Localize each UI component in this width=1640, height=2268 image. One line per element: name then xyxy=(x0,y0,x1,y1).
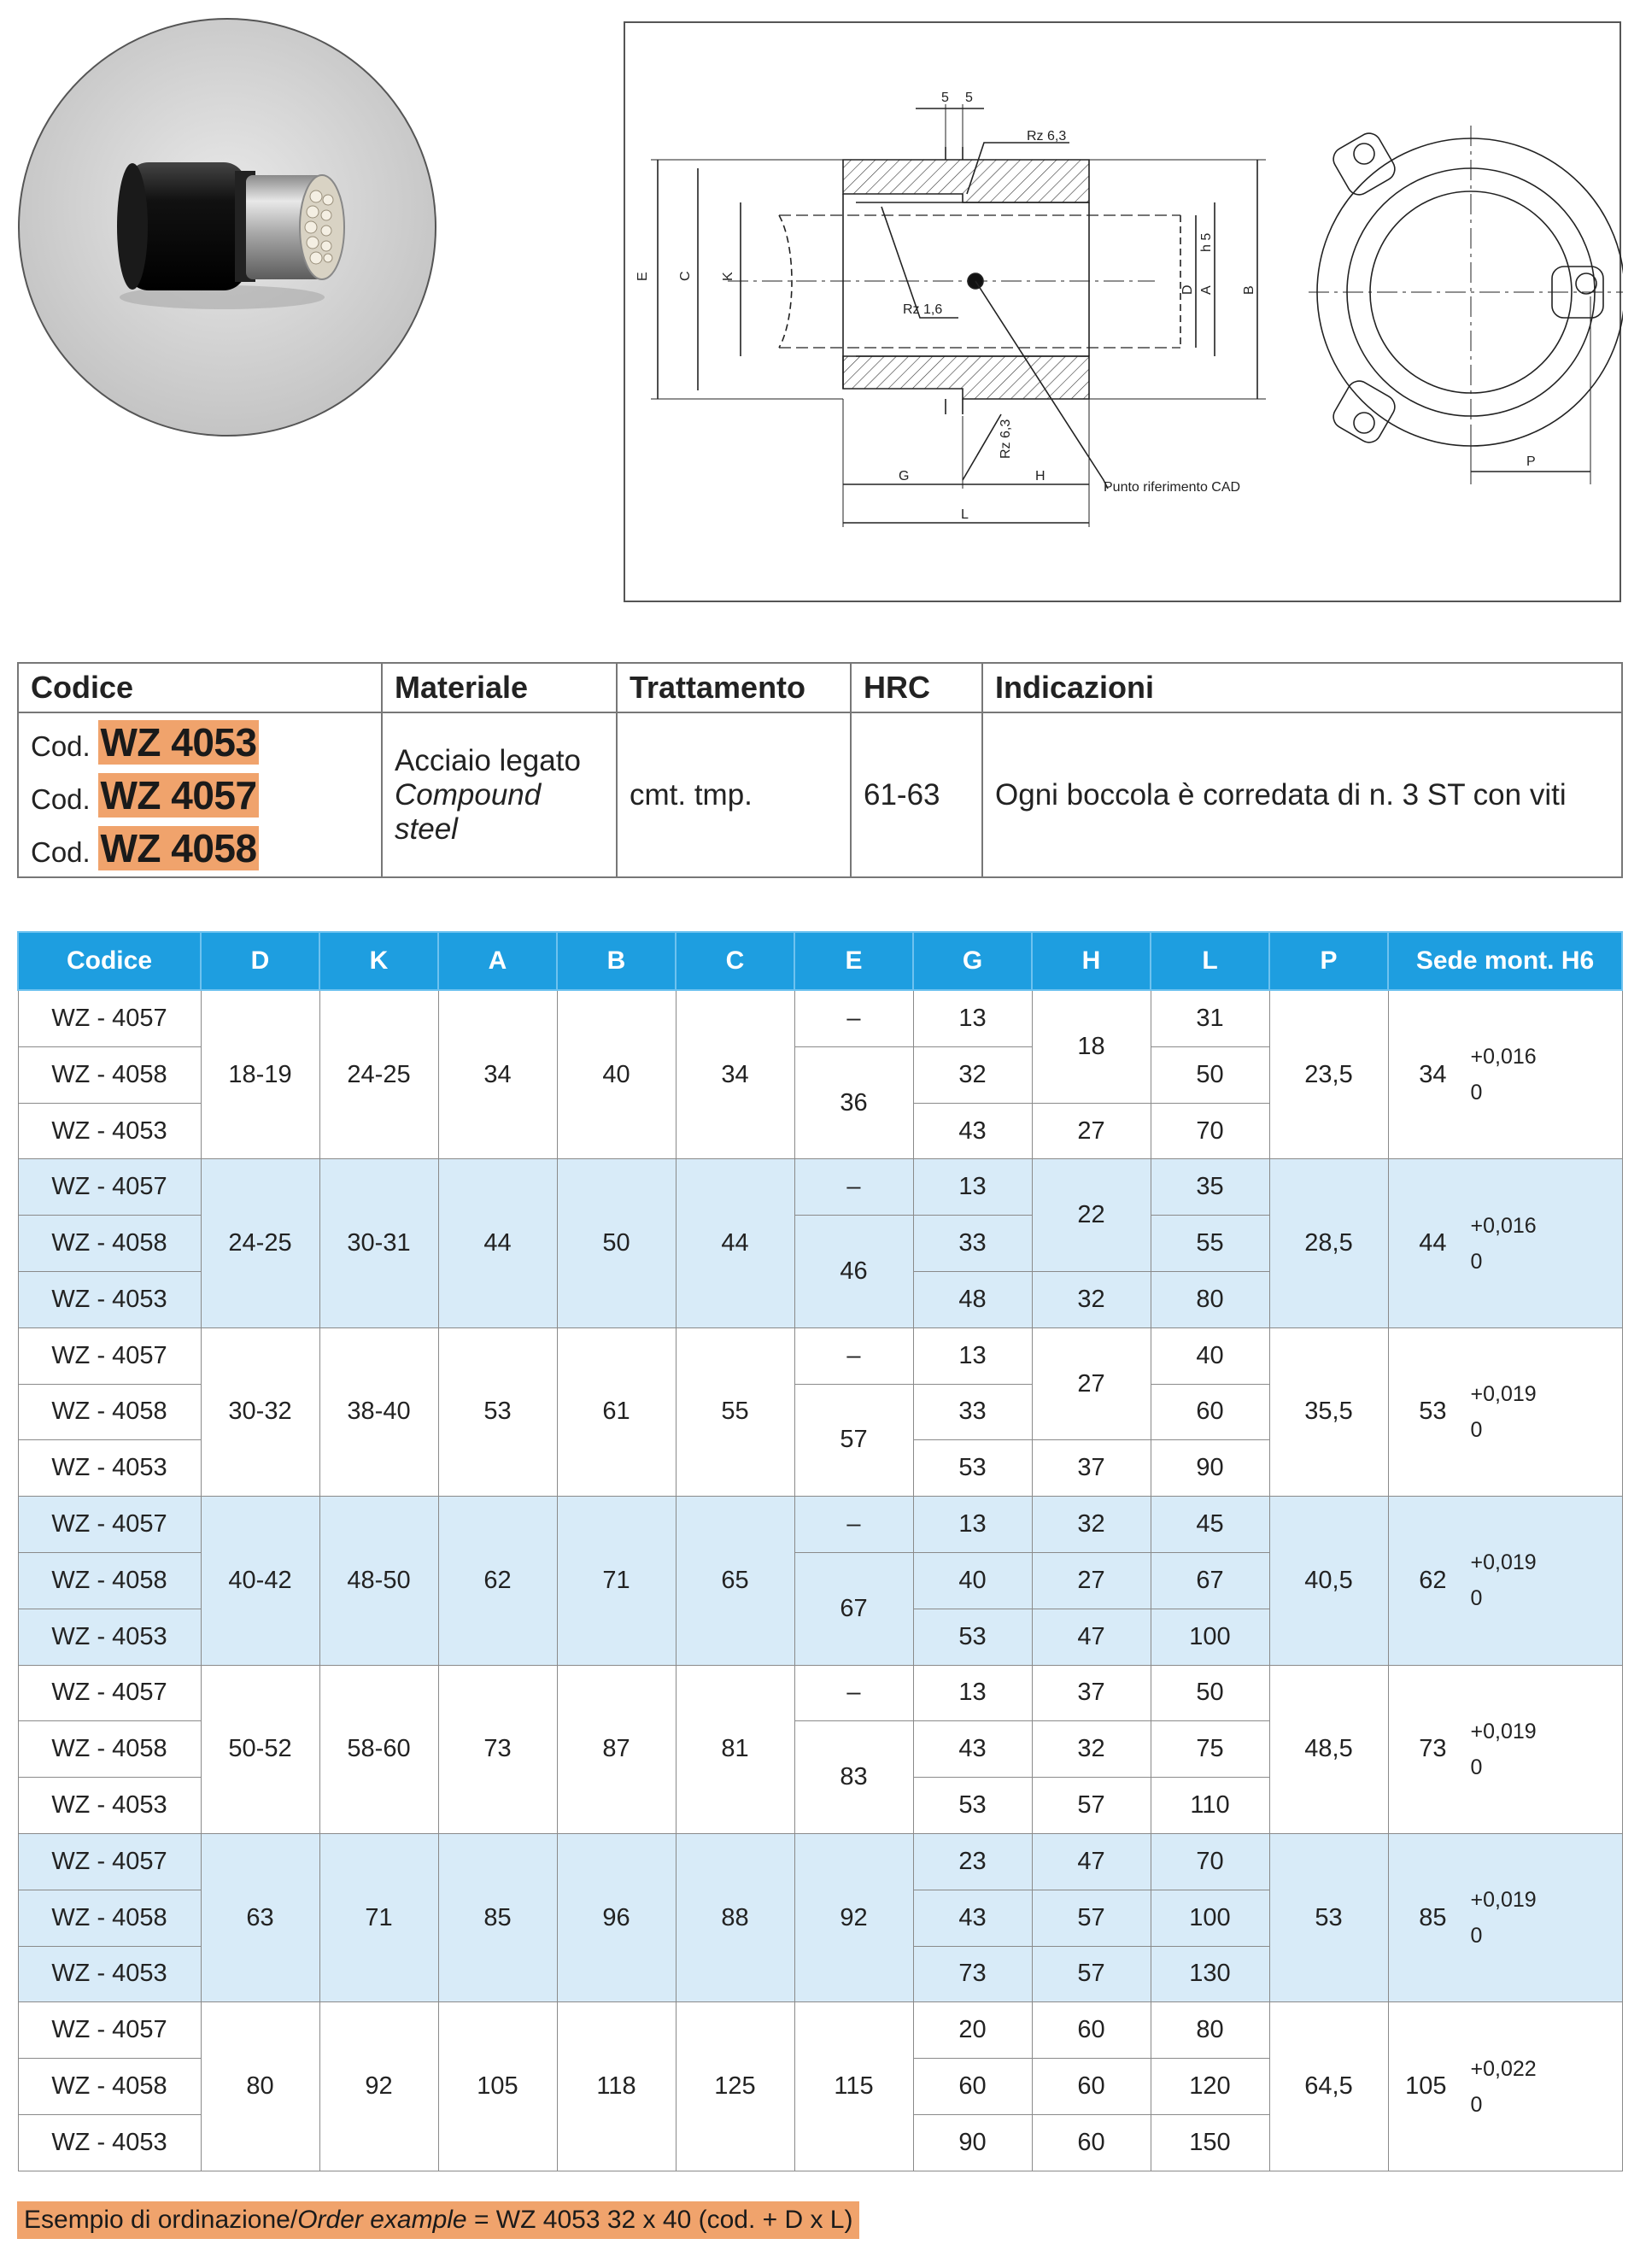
dim-label-b: B xyxy=(1242,285,1256,295)
a-cell: 44 xyxy=(438,1159,557,1327)
d-cell: 30-32 xyxy=(201,1327,319,1496)
seat-tolerance xyxy=(1389,1882,1622,1954)
c-cell: 44 xyxy=(676,1159,794,1327)
table-row xyxy=(18,1665,1622,1721)
g-cell: 40 xyxy=(913,1552,1032,1609)
h-cell: 32 xyxy=(1032,1497,1151,1553)
table-row xyxy=(18,1497,1622,1553)
spec-notes-cell: Ogni boccola è corredata di n. 3 ST con viti xyxy=(982,712,1622,877)
table-row xyxy=(18,1159,1622,1216)
code-cell: WZ - 4053 xyxy=(18,1103,201,1159)
code-cell: WZ - 4053 xyxy=(18,1778,201,1834)
dim-label-h: H xyxy=(1035,469,1046,483)
code-cell: WZ - 4057 xyxy=(18,1497,201,1553)
h-cell: 37 xyxy=(1032,1665,1151,1721)
rz-inner-label: Rz 1,6 xyxy=(903,302,943,317)
e-cell: – xyxy=(794,990,913,1046)
seat-tolerance xyxy=(1389,1544,1622,1616)
e-cell: 83 xyxy=(794,1721,913,1834)
code-prefix: Cod. xyxy=(31,835,91,868)
g-cell: 23 xyxy=(913,1833,1032,1890)
dim-label-l: L xyxy=(961,507,969,522)
l-cell: 90 xyxy=(1151,1440,1269,1497)
seat-tolerance xyxy=(1389,1714,1622,1785)
k-cell: 48-50 xyxy=(319,1497,438,1665)
dim-label-a: A xyxy=(1199,285,1214,295)
spec-header-trattamento: Trattamento xyxy=(617,663,851,712)
l-cell: 35 xyxy=(1151,1159,1269,1216)
tolerance-values xyxy=(1471,2051,1537,2123)
b-cell: 96 xyxy=(557,1833,676,2001)
g-cell: 13 xyxy=(913,1159,1032,1216)
dims-header-b: B xyxy=(557,932,676,990)
spec-header-materiale: Materiale xyxy=(382,663,617,712)
e-cell: 67 xyxy=(794,1552,913,1665)
order-example-italic: Order example xyxy=(297,2206,467,2234)
code-line xyxy=(31,822,369,875)
g-cell: 53 xyxy=(913,1778,1032,1834)
dim-label-5b: 5 xyxy=(965,91,973,105)
h-cell: 27 xyxy=(1032,1103,1151,1159)
table-row xyxy=(18,1327,1622,1384)
d-cell: 50-52 xyxy=(201,1665,319,1833)
dims-header-k: K xyxy=(319,932,438,990)
k-cell: 30-31 xyxy=(319,1159,438,1327)
p-cell: 35,5 xyxy=(1269,1327,1388,1496)
g-cell: 33 xyxy=(913,1384,1032,1440)
dims-header-a: A xyxy=(438,932,557,990)
g-cell: 13 xyxy=(913,1497,1032,1553)
cad-point-label: Punto riferimento CAD xyxy=(1104,480,1241,495)
c-cell: 34 xyxy=(676,990,794,1159)
seat-nominal: 85 xyxy=(1419,1903,1447,1931)
dim-label-e: E xyxy=(636,272,650,281)
b-cell: 87 xyxy=(557,1665,676,1833)
seat-tolerance-cell xyxy=(1388,1833,1622,2001)
g-cell: 48 xyxy=(913,1272,1032,1328)
code-cell: WZ - 4053 xyxy=(18,1440,201,1497)
a-cell: 53 xyxy=(438,1327,557,1496)
l-cell: 67 xyxy=(1151,1552,1269,1609)
g-cell: 43 xyxy=(913,1721,1032,1778)
code-cell: WZ - 4058 xyxy=(18,1046,201,1103)
tolerance-values xyxy=(1471,1882,1537,1954)
dim-label-d: D xyxy=(1180,284,1195,295)
seat-tolerance-cell xyxy=(1388,1327,1622,1496)
table-row xyxy=(18,2002,1622,2059)
g-cell: 73 xyxy=(913,1946,1032,2002)
seat-nominal: 105 xyxy=(1405,2072,1447,2101)
code-highlight: WZ 4057 xyxy=(100,772,257,818)
dim-label-g: G xyxy=(899,469,910,483)
code-cell: WZ - 4058 xyxy=(18,1552,201,1609)
seat-nominal: 53 xyxy=(1419,1398,1447,1426)
dims-header-seat: Sede mont. H6 xyxy=(1388,932,1622,990)
k-cell: 58-60 xyxy=(319,1665,438,1833)
l-cell: 100 xyxy=(1151,1609,1269,1665)
h-cell: 60 xyxy=(1032,2002,1151,2059)
seat-tolerance xyxy=(1389,1039,1622,1111)
dims-header-c: C xyxy=(676,932,794,990)
technical-drawing xyxy=(624,21,1621,602)
dims-header-g: G xyxy=(913,932,1032,990)
h-cell: 32 xyxy=(1032,1272,1151,1328)
c-cell: 65 xyxy=(676,1497,794,1665)
spec-treatment-cell: cmt. tmp. xyxy=(617,712,851,877)
a-cell: 73 xyxy=(438,1665,557,1833)
h-cell: 60 xyxy=(1032,2114,1151,2171)
code-cell: WZ - 4053 xyxy=(18,2114,201,2171)
e-cell: – xyxy=(794,1497,913,1553)
g-cell: 13 xyxy=(913,1327,1032,1384)
h-cell: 60 xyxy=(1032,2059,1151,2115)
e-cell: – xyxy=(794,1159,913,1216)
tolerance-values xyxy=(1471,1208,1537,1280)
spec-header-codice: Codice xyxy=(18,663,382,712)
e-cell: 115 xyxy=(794,2002,913,2171)
rz-top-label: Rz 6,3 xyxy=(1027,129,1067,144)
b-cell: 71 xyxy=(557,1497,676,1665)
l-cell: 80 xyxy=(1151,2002,1269,2059)
code-prefix: Cod. xyxy=(31,782,91,815)
e-cell: – xyxy=(794,1327,913,1384)
tolerance-lower: 0 xyxy=(1470,2092,1483,2117)
code-cell: WZ - 4053 xyxy=(18,1609,201,1665)
code-line xyxy=(31,769,369,822)
g-cell: 43 xyxy=(913,1890,1032,1946)
k-cell: 71 xyxy=(319,1833,438,2001)
g-cell: 90 xyxy=(913,2114,1032,2171)
seat-nominal: 73 xyxy=(1419,1735,1447,1763)
g-cell: 53 xyxy=(913,1609,1032,1665)
table-row xyxy=(18,1833,1622,1890)
a-cell: 105 xyxy=(438,2002,557,2171)
e-cell: – xyxy=(794,1665,913,1721)
dims-body xyxy=(18,990,1622,2171)
k-cell: 92 xyxy=(319,2002,438,2171)
spec-header-hrc: HRC xyxy=(851,663,982,712)
h-cell: 47 xyxy=(1032,1833,1151,1890)
tolerance-upper: +0,016 xyxy=(1470,1213,1537,1238)
tolerance-lower: 0 xyxy=(1470,1417,1483,1442)
h-cell: 18 xyxy=(1032,990,1151,1103)
seat-tolerance-cell xyxy=(1388,1665,1622,1833)
code-prefix: Cod. xyxy=(31,730,91,762)
seat-tolerance-cell xyxy=(1388,2002,1622,2171)
tolerance-lower: 0 xyxy=(1470,1924,1483,1949)
code-highlight: WZ 4053 xyxy=(100,719,257,765)
tolerance-values xyxy=(1471,1714,1537,1785)
h-cell: 57 xyxy=(1032,1890,1151,1946)
code-cell: WZ - 4058 xyxy=(18,1890,201,1946)
seat-tolerance xyxy=(1389,1376,1622,1448)
e-cell: 92 xyxy=(794,1833,913,2001)
material-it: Acciaio legato xyxy=(395,743,581,777)
tolerance-upper: +0,016 xyxy=(1470,1045,1537,1070)
l-cell: 31 xyxy=(1151,990,1269,1046)
seat-nominal: 44 xyxy=(1419,1229,1447,1257)
b-cell: 61 xyxy=(557,1327,676,1496)
l-cell: 50 xyxy=(1151,1665,1269,1721)
dim-label-h5: h 5 xyxy=(1199,232,1214,252)
code-cell: WZ - 4057 xyxy=(18,2002,201,2059)
p-cell: 53 xyxy=(1269,1833,1388,2001)
tolerance-upper: +0,022 xyxy=(1470,2056,1537,2081)
table-row xyxy=(18,990,1622,1046)
tolerance-lower: 0 xyxy=(1470,1755,1483,1779)
spec-hrc-cell: 61-63 xyxy=(851,712,982,877)
d-cell: 18-19 xyxy=(201,990,319,1159)
tolerance-values xyxy=(1471,1544,1537,1616)
spec-material-cell xyxy=(382,712,617,877)
code-cell: WZ - 4058 xyxy=(18,1216,201,1272)
code-cell: WZ - 4057 xyxy=(18,1665,201,1721)
seat-nominal: 62 xyxy=(1419,1566,1447,1594)
dims-header-d: D xyxy=(201,932,319,990)
g-cell: 43 xyxy=(913,1103,1032,1159)
h-cell: 22 xyxy=(1032,1159,1151,1272)
dim-label-5a: 5 xyxy=(941,91,949,105)
tolerance-upper: +0,019 xyxy=(1470,1550,1537,1575)
dims-header-codice: Codice xyxy=(18,932,201,990)
spec-codes-cell xyxy=(18,712,382,877)
l-cell: 70 xyxy=(1151,1103,1269,1159)
d-cell: 24-25 xyxy=(201,1159,319,1327)
seat-tolerance xyxy=(1389,1208,1622,1280)
l-cell: 60 xyxy=(1151,1384,1269,1440)
h-cell: 32 xyxy=(1032,1721,1151,1778)
e-cell: 57 xyxy=(794,1384,913,1497)
code-cell: WZ - 4058 xyxy=(18,2059,201,2115)
l-cell: 45 xyxy=(1151,1497,1269,1553)
h-cell: 47 xyxy=(1032,1609,1151,1665)
d-cell: 40-42 xyxy=(201,1497,319,1665)
a-cell: 85 xyxy=(438,1833,557,2001)
code-cell: WZ - 4057 xyxy=(18,990,201,1046)
g-cell: 60 xyxy=(913,2059,1032,2115)
code-cell: WZ - 4053 xyxy=(18,1272,201,1328)
h-cell: 27 xyxy=(1032,1327,1151,1440)
b-cell: 50 xyxy=(557,1159,676,1327)
material-en: Compound steel xyxy=(395,777,542,846)
code-highlight: WZ 4058 xyxy=(100,825,257,870)
h-cell: 37 xyxy=(1032,1440,1151,1497)
seat-tolerance-cell xyxy=(1388,1159,1622,1327)
l-cell: 150 xyxy=(1151,2114,1269,2171)
p-cell: 28,5 xyxy=(1269,1159,1388,1327)
l-cell: 100 xyxy=(1151,1890,1269,1946)
seat-nominal: 34 xyxy=(1419,1060,1447,1088)
b-cell: 118 xyxy=(557,2002,676,2171)
g-cell: 13 xyxy=(913,1665,1032,1721)
l-cell: 75 xyxy=(1151,1721,1269,1778)
rz-bottom-label: Rz 6,3 xyxy=(999,419,1013,459)
k-cell: 24-25 xyxy=(319,990,438,1159)
tolerance-values xyxy=(1471,1376,1537,1448)
b-cell: 40 xyxy=(557,990,676,1159)
tolerance-values xyxy=(1471,1039,1537,1111)
a-cell: 62 xyxy=(438,1497,557,1665)
seat-tolerance-cell xyxy=(1388,1497,1622,1665)
dim-label-p: P xyxy=(1526,454,1536,469)
d-cell: 80 xyxy=(201,2002,319,2171)
l-cell: 110 xyxy=(1151,1778,1269,1834)
code-cell: WZ - 4058 xyxy=(18,1384,201,1440)
product-photo xyxy=(17,17,437,437)
a-cell: 34 xyxy=(438,990,557,1159)
c-cell: 88 xyxy=(676,1833,794,2001)
tolerance-upper: +0,019 xyxy=(1470,1719,1537,1743)
code-cell: WZ - 4053 xyxy=(18,1946,201,2002)
dims-header-e: E xyxy=(794,932,913,990)
k-cell: 38-40 xyxy=(319,1327,438,1496)
spec-header-indicazioni: Indicazioni xyxy=(982,663,1622,712)
dims-header-l: L xyxy=(1151,932,1269,990)
order-example-suffix: = WZ 4053 32 x 40 (cod. + D x L) xyxy=(466,2206,853,2234)
spec-header-row xyxy=(18,663,1622,712)
tolerance-lower: 0 xyxy=(1470,1249,1483,1274)
tolerance-lower: 0 xyxy=(1470,1586,1483,1611)
code-cell: WZ - 4057 xyxy=(18,1159,201,1216)
d-cell: 63 xyxy=(201,1833,319,2001)
dim-label-c: C xyxy=(678,271,693,281)
e-cell: 46 xyxy=(794,1216,913,1328)
spec-row xyxy=(18,712,1622,877)
dim-label-k: K xyxy=(721,272,735,281)
l-cell: 130 xyxy=(1151,1946,1269,2002)
g-cell: 53 xyxy=(913,1440,1032,1497)
g-cell: 33 xyxy=(913,1216,1032,1272)
c-cell: 55 xyxy=(676,1327,794,1496)
tolerance-lower: 0 xyxy=(1470,1081,1483,1105)
order-example xyxy=(17,2201,859,2239)
g-cell: 20 xyxy=(913,2002,1032,2059)
h-cell: 57 xyxy=(1032,1778,1151,1834)
c-cell: 125 xyxy=(676,2002,794,2171)
dimensions-table xyxy=(17,931,1623,2171)
tolerance-upper: +0,019 xyxy=(1470,1888,1537,1913)
l-cell: 55 xyxy=(1151,1216,1269,1272)
order-example-prefix: Esempio di ordinazione/ xyxy=(24,2206,298,2234)
l-cell: 70 xyxy=(1151,1833,1269,1890)
spec-table xyxy=(17,662,1623,878)
dims-header-h: H xyxy=(1032,932,1151,990)
h-cell: 27 xyxy=(1032,1552,1151,1609)
l-cell: 40 xyxy=(1151,1327,1269,1384)
p-cell: 23,5 xyxy=(1269,990,1388,1159)
c-cell: 81 xyxy=(676,1665,794,1833)
dims-header-row xyxy=(18,932,1622,990)
code-cell: WZ - 4057 xyxy=(18,1327,201,1384)
dims-header-p: P xyxy=(1269,932,1388,990)
l-cell: 50 xyxy=(1151,1046,1269,1103)
p-cell: 40,5 xyxy=(1269,1497,1388,1665)
e-cell: 36 xyxy=(794,1046,913,1159)
g-cell: 32 xyxy=(913,1046,1032,1103)
l-cell: 120 xyxy=(1151,2059,1269,2115)
p-cell: 48,5 xyxy=(1269,1665,1388,1833)
h-cell: 57 xyxy=(1032,1946,1151,2002)
g-cell: 13 xyxy=(913,990,1032,1046)
seat-tolerance-cell xyxy=(1388,990,1622,1159)
code-cell: WZ - 4057 xyxy=(18,1833,201,1890)
code-cell: WZ - 4058 xyxy=(18,1721,201,1778)
p-cell: 64,5 xyxy=(1269,2002,1388,2171)
seat-tolerance xyxy=(1389,2051,1622,2123)
tolerance-upper: +0,019 xyxy=(1470,1381,1537,1406)
code-line xyxy=(31,716,369,769)
l-cell: 80 xyxy=(1151,1272,1269,1328)
